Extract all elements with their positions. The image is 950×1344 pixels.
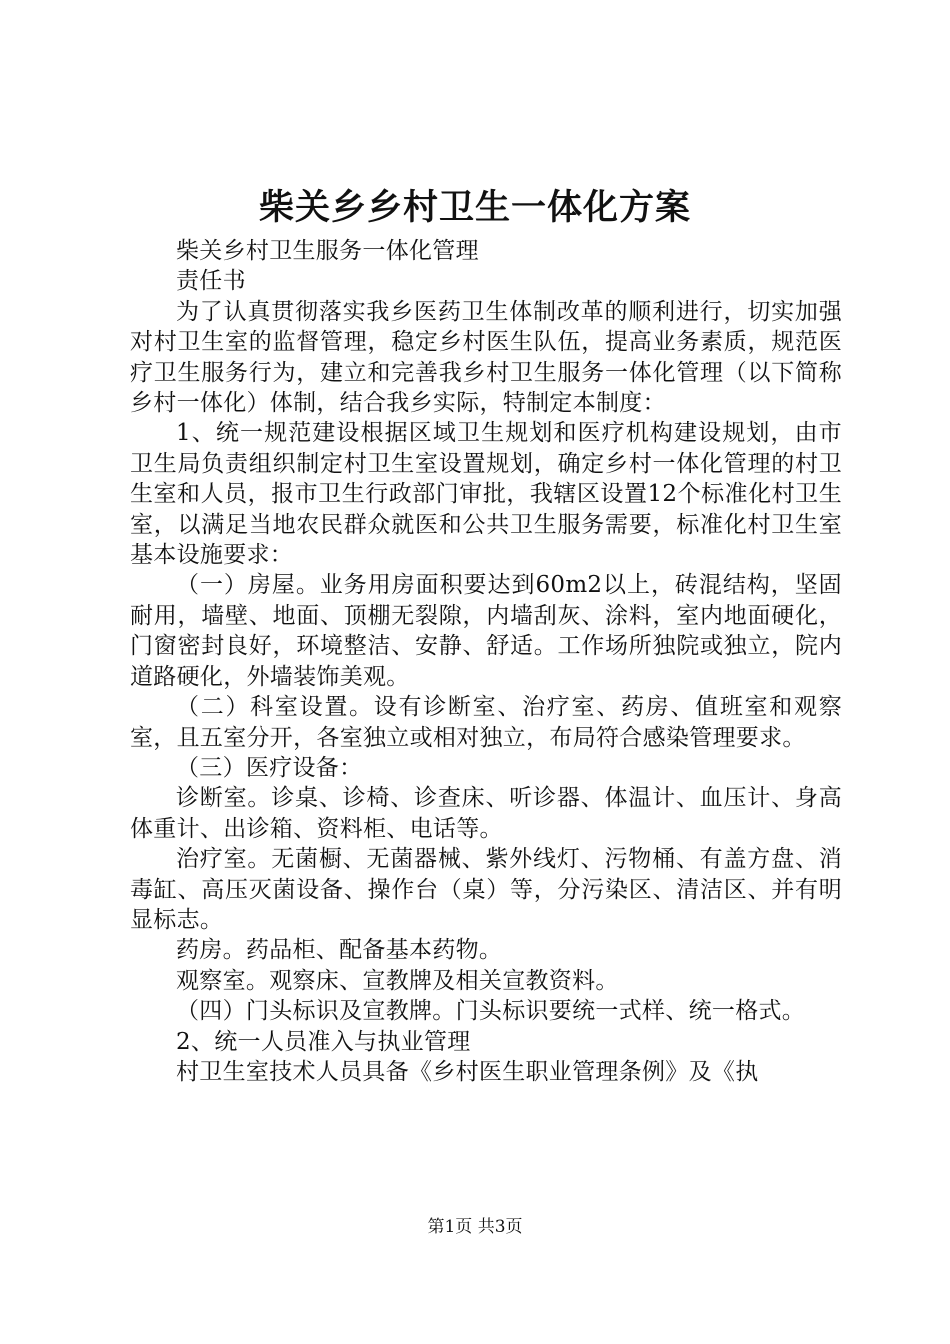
document-title: 柴关乡乡村卫生一体化方案 xyxy=(258,187,691,228)
paragraph: （二）科室设置。设有诊断室、治疗室、药房、值班室和观察室，且五室分开，各室独立或相对独立，布局符合感染管理要求。 xyxy=(130,694,842,751)
paragraph: 药房。药品柜、配备基本药物。 xyxy=(176,937,503,964)
paragraph: 观察室。观察床、宣教牌及相关宣教资料。 xyxy=(176,967,619,994)
page-footer: 第1页 共3页 xyxy=(427,1217,523,1237)
paragraph-heading: 责任书 xyxy=(176,268,246,295)
paragraph: 诊断室。诊桌、诊椅、诊查床、听诊器、体温计、血压计、身高体重计、出诊箱、资料柜、电话等。 xyxy=(130,785,842,842)
paragraph: 治疗室。无菌橱、无菌器械、紫外线灯、污物桶、有盖方盘、消毒缸、高压灭菌设备、操作台（桌）等，分污染区、清洁区、并有明显标志。 xyxy=(130,846,842,933)
paragraph: （四）门头标识及宣教牌。门头标识要统一式样、统一格式。 xyxy=(176,998,806,1025)
paragraph: 为了认真贯彻落实我乡医药卫生体制改革的顺利进行，切实加强对村卫生室的监督管理，稳定乡村医生队伍，提高业务素质，规范医疗卫生服务行为，建立和完善我乡村卫生服务一体化管理（以下简称乡村一体化）体制，结合我乡实际，特制定本制度： xyxy=(130,298,842,417)
paragraph-heading: 柴关乡村卫生服务一体化管理 xyxy=(176,238,479,264)
paragraph: 2、统一人员准入与执业管理 xyxy=(176,1028,471,1055)
document-body xyxy=(130,236,842,1087)
paragraph: 村卫生室技术人员具备《乡村医生职业管理条例》及《执 xyxy=(176,1058,759,1085)
paragraph: 1、统一规范建设根据区域卫生规划和医疗机构建设规划，由市卫生局负责组织制定村卫生室设置规划，确定乡村一体化管理的村卫生室和人员，报市卫生行政部门审批，我辖区设置12个标准化村卫生室，以满足当地农民群众就医和公共卫生服务需要，标准化村卫生室基本设施要求： xyxy=(130,420,842,569)
paragraph: （一）房屋。业务用房面积要达到60m2以上，砖混结构，坚固耐用，墙壁、地面、顶棚无裂隙，内墙刮灰、涂料，室内地面硬化，门窗密封良好，环境整洁、安静、舒适。工作场所独院或独立，院内道路硬化，外墙装饰美观。 xyxy=(130,572,842,690)
paragraph: （三）医疗设备： xyxy=(176,754,363,781)
